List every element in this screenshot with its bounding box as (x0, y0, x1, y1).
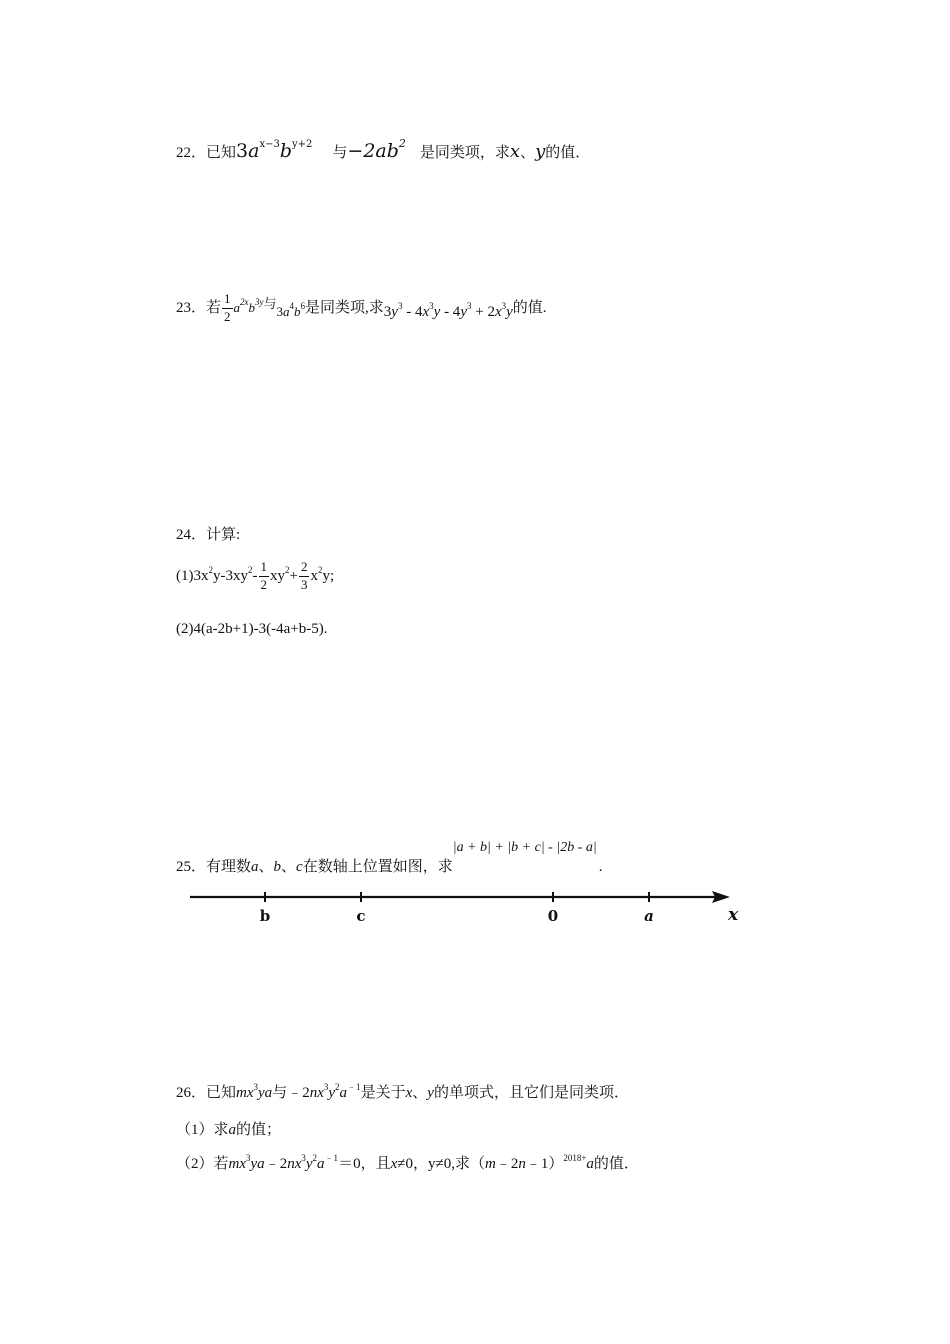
question-22: 22．已知$3a^{x-3}b^{y+2}$与$-2ab^2$是同类项，求x、y的值． (176, 137, 591, 162)
q22-yu: 与 (332, 145, 348, 161)
question-24-title: 24．计算: (176, 527, 241, 543)
q22-label: 22．已知 (176, 145, 237, 161)
q23-term2: $3a^4b^6$ (276, 300, 306, 319)
question-25: 25．有理数a、b、c在数轴上位置如图，求|a + b| + |b + c| - |2b - a|. (176, 840, 603, 875)
question-26-line3: （2）若$mx^3ya﹣2nx^3y^2a^{﹣1}=0$，且x≠0，y≠0,求（m﹣2n﹣1）$^{2018+}$a的值． (176, 1153, 639, 1172)
number-line (188, 880, 748, 930)
q22-term1: $3a^{x-3}b^{y+2}$ (236, 139, 313, 162)
number-line-axis-label: x (728, 905, 739, 925)
q22-term2: $-2ab^2$ (347, 137, 406, 162)
question-26-line1: 26．已知$mx^3ya$与$﹣2nx^3y^2a^{﹣1}$是关于x、y的单项式，且它们是同类项． (176, 1082, 629, 1101)
q23-term1: $a^{2x}b^{3y}$ (233, 296, 264, 315)
tick-label-b: b (259, 907, 271, 925)
q25-abs-expression: |a + b| + |b + c| - |2b - a| (452, 840, 597, 855)
tick-label-zero: 0 (547, 907, 559, 925)
tick-label-a: a (644, 907, 654, 925)
q24-fraction-1: $\frac{1}{2}$ (260, 559, 267, 592)
tick-label-c: c (356, 907, 366, 925)
q23-expression: $3y^3 - 4x^3y - 4y^3 + 2x^3y$ (383, 300, 513, 320)
question-24-part2: (2)4(a-2b+1)-3(-4a+b-5). (176, 621, 328, 637)
question-24-part1: $(1)3x^2y-3xy^2-$ $\frac{1}{2}$ $xy^2+$ $\frac{2}{3}$ $x^2y$; (176, 559, 335, 592)
q23-fraction: $\frac{1}{2}$ (224, 291, 231, 324)
q24-fraction-2: $\frac{2}{3}$ (300, 559, 308, 592)
q23-label: 23．若 (176, 299, 222, 316)
question-23: 23．若 $\frac{1}{2}$ $a^{2x}b^{3y}$与$3a^4b^6$是同类项,求$3y^3 - 4x^3y - 4y^3 + 2x^3y$的值. (176, 291, 547, 324)
question-26-line2: （1）求a的值； (176, 1122, 282, 1138)
q22-text: 是同类项，求 (419, 145, 510, 161)
